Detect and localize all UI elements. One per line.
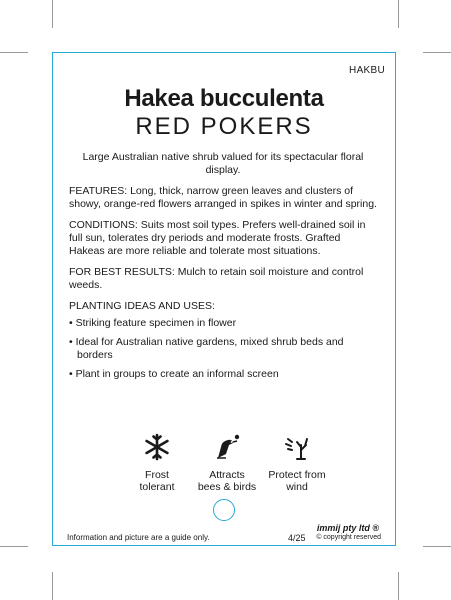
copyright-text: © copyright reserved [316, 534, 381, 541]
best-results-text: Mulch to retain soil moisture and control weeds. [69, 266, 364, 291]
bird-icon [212, 433, 242, 461]
wind-caption [257, 469, 337, 493]
disclaimer-text: Information and picture are a guide only. [67, 533, 210, 542]
conditions-text: Suits most soil types. Prefers well-drained soil in full sun, tolerates dry periods and moderate frosts. Grafted Hakeas are more reliable and tolerate most situations. [69, 219, 366, 257]
caption-line: Attracts [209, 469, 245, 481]
print-date: 4/25 [288, 533, 306, 543]
crop-mark [52, 572, 53, 600]
crop-mark [423, 52, 451, 53]
caption-line: bees & birds [197, 481, 257, 493]
attracts-wildlife-feature [187, 433, 267, 493]
wildlife-caption [187, 469, 267, 493]
caption-line: wind [286, 481, 308, 493]
crop-mark [398, 572, 399, 600]
description-body [69, 151, 377, 387]
caption-line: tolerant [139, 481, 175, 493]
conditions-label: CONDITIONS: [69, 219, 138, 231]
list-item: • Striking feature specimen in flower [69, 317, 237, 329]
best-results-label: FOR BEST RESULTS: [69, 266, 175, 278]
crop-mark [423, 546, 451, 547]
features-paragraph [69, 185, 377, 211]
wind-protection-feature [257, 433, 337, 493]
crop-mark [0, 52, 28, 53]
common-name: RED POKERS [135, 113, 313, 140]
crop-mark [52, 0, 53, 28]
planting-list [69, 317, 377, 381]
features-label: FEATURES: [69, 185, 128, 197]
frost-caption [117, 469, 197, 493]
crop-mark [398, 0, 399, 28]
caption-line: Frost [145, 469, 169, 481]
product-code: HAKBU [349, 65, 385, 76]
features-text: Long, thick, narrow green leaves and clusters of showy, orange-red flowers arranged in spikes in winter and spring. [69, 185, 377, 210]
conditions-paragraph [69, 219, 377, 258]
snowflake-icon [143, 433, 171, 461]
caption-line: Protect from [268, 469, 326, 481]
hang-hole-circle [213, 499, 235, 521]
wind-icon [283, 433, 311, 461]
list-item: • Plant in groups to create an informal screen [69, 368, 279, 380]
intro-text: Large Australian native shrub valued for its spectacular floral display. [82, 151, 364, 176]
plant-label-card [52, 52, 396, 546]
crop-mark [0, 546, 28, 547]
list-item: • Ideal for Australian native gardens, mixed shrub beds and borders [69, 336, 344, 361]
feature-icons [117, 433, 337, 493]
frost-tolerant-feature [117, 433, 197, 493]
planting-heading: PLANTING IDEAS AND USES: [69, 300, 215, 312]
best-results-paragraph [69, 266, 377, 292]
brand-name: immij pty ltd ® [316, 523, 379, 533]
botanical-name: Hakea bucculenta [124, 85, 324, 112]
